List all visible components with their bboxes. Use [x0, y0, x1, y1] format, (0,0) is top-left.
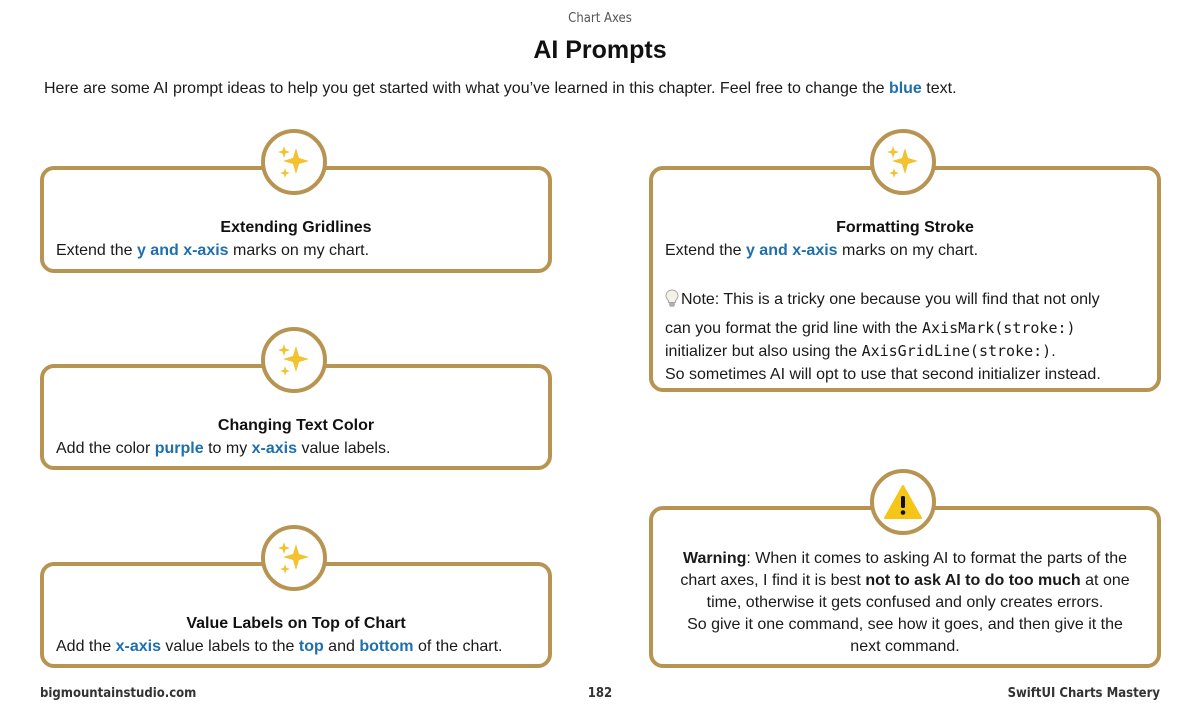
intro-highlight: blue — [888, 80, 922, 97]
card-title: Extending Gridlines — [220, 219, 372, 236]
page-number: 182 — [587, 686, 613, 701]
code-axismark: AxisMark(stroke:) — [922, 319, 1076, 337]
section-header: Chart Axes — [568, 11, 632, 26]
card-prompt: Add the color purple to my x-axis value labels. — [56, 440, 391, 457]
card-note: Note: This is a tricky one because you will find that not only can you format the grid line with the AxisMark(stroke:) initializer but also using the AxisGridLine(stroke:). So sometimes AI will opt to use that second initializer instead. — [665, 291, 1101, 383]
card-prompt: Extend the y and x-axis marks on my chart. — [56, 242, 370, 259]
intro-text-end: text. — [921, 80, 957, 97]
page-title: AI Prompts — [533, 36, 667, 64]
card-prompt: Extend the y and x-axis marks on my chart. — [665, 242, 979, 259]
card-title: Formatting Stroke — [836, 219, 974, 236]
lightbulb-icon — [665, 289, 679, 314]
card-title: Value Labels on Top of Chart — [186, 615, 406, 632]
warning-text: Warning: When it comes to asking AI to format the parts of the chart axes, I find it is best not to ask AI to do too much at one time, otherwise it gets confused and only creates errors. So give it one command, see how it goes, and then give it the next command. — [680, 550, 1130, 655]
sparkles-icon — [261, 129, 327, 195]
code-axisgridline: AxisGridLine(stroke:) — [861, 342, 1052, 360]
warning-icon — [870, 469, 936, 535]
card-prompt: Add the x-axis value labels to the top and bottom of the chart. — [56, 638, 503, 655]
card-title: Changing Text Color — [217, 417, 375, 434]
footer-site: bigmountainstudio.com — [40, 686, 197, 701]
sparkles-icon — [261, 327, 327, 393]
sparkles-icon — [261, 525, 327, 591]
intro-paragraph — [44, 80, 1164, 98]
intro-text: Here are some AI prompt ideas to help you get started with what you’ve learned in this chapter. Feel free to change the — [44, 80, 889, 97]
footer-book-title: SwiftUI Charts Mastery — [1007, 686, 1160, 701]
sparkles-icon — [870, 129, 936, 195]
prompt-card-stroke — [649, 166, 1161, 392]
